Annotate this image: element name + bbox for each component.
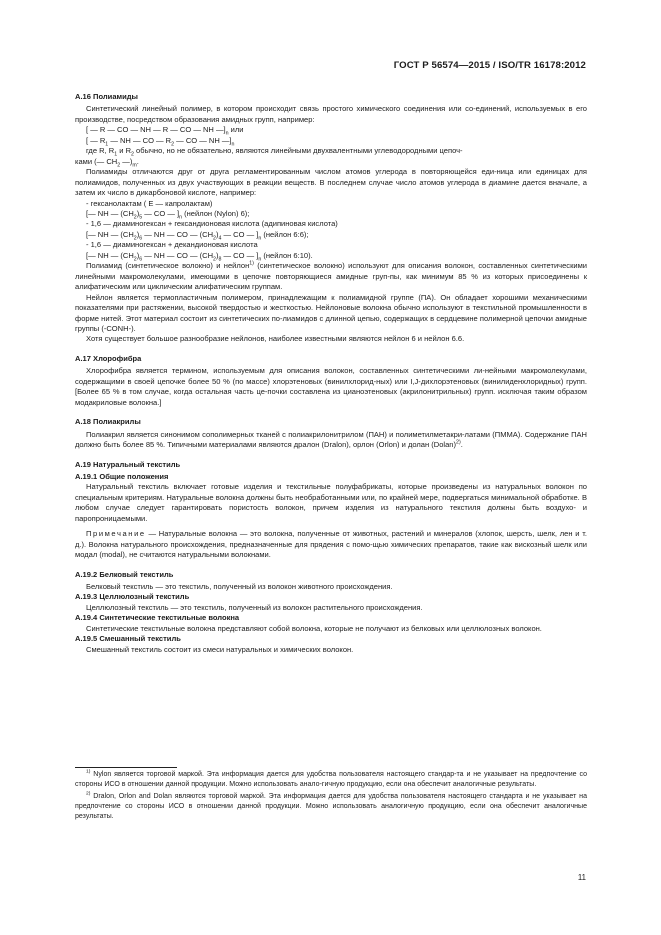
paragraph: Полиамид (синтетическое волокно) и нейлон$^{1)}$ (синтетическое волокно) используют для описания волокон, составленных синтетическими линейными макромолекулами, имеющими в цепочке повторяющиеся амидные груп-пы, как минимум 85 % из которых присоединены к алифатическим или циклическим алифатическим группам. <box>75 260 587 292</box>
paragraph: Натуральный текстиль включает готовые изделия и текстильные полуфабрикаты, которые произведены из натуральных волокон по специальным критериям. Натуральные волокна должны быть необработанными или, по крайней мере, подвергаться минимальной обработке. В любом случае следует гарантировать пористость волокон, причем изделия из натурального текстиля должны быть воздухо- и паропроницаемыми. <box>75 482 587 523</box>
section-heading-a17: А.17 Хлорофибра <box>75 353 142 363</box>
paragraph: Хотя существует большое разнообразие нейлонов, наиболее известными являются нейлон 6 и нейлон 6.6. <box>86 334 465 344</box>
paragraph: ками (— $CH_2$ $—)_m$. <box>75 156 139 169</box>
footnotes <box>75 770 587 825</box>
subsection-heading-a19-2: А.19.2 Белковый текстиль <box>75 569 174 579</box>
footnote: $^{1)}$ Nylon является торговой маркой. Эта информация дается для удобства пользователя настоящего стандар-та и не указывает на предпочтение со стороны ИСО в отношении данной продукции. Можно использовать анало-гичную продукцию, если она обеспечит аналогичные результаты. <box>75 769 587 788</box>
footnote-ref: 1) <box>249 260 254 267</box>
paragraph: Белковый текстиль — это текстиль, полученный из волокон животного происхождения. <box>86 582 393 592</box>
main-content <box>75 92 587 655</box>
paragraph: Хлорофибра является термином, используемым для описания волокон, составленных синтетическими ли-нейными макромолекулами, содержащими в своей цепочке более 50 % (по массе) хлорэтеновых (винилхлорид-ных) или I,J-дихлорэтеновых (винилиденхлоридных) групп. [Более 65 % в том случае, когда остальная часть це-почки составлена из цианоэтеновых (акрилонитрильных) групп. исключая таким образом модакриловые волокна.] <box>75 366 587 407</box>
paragraph: Нейлон является термопластичным полимером, принадлежащим к полиамидной группе (ПА). Он обладает хорошими механическими показателями при растяжении, высокой твердостью и жесткостью. Нейлоновые волокна обычно используют в текстильной промышленности в форме нитей. Этот материал состоит из синтетических по-лиамидов с длинной цепью, содержащих в сердцевине полимерной цепочки амидные группы (-CONH-). <box>75 292 587 333</box>
formula-line: [— NH — $(CH_2)_6$ — NH — CO — $(CH_2)_8$ — CO — ]$_n$ (нейлон 6:10). <box>86 250 313 263</box>
footnote-mark: 1) <box>86 769 91 775</box>
list-item: - гексанолактам ( E — капролактам) <box>86 198 213 208</box>
note-paragraph: Примечание — Натуральные волокна — это волокна, полученные от животных, растений и минералов (хлопок, шерсть, шелк, лен и т. д.). Волокна натурального происхождения, предназначенные для прядения с помо-щью химических препаратов, такие как вискозный шелк или модал (modal), не считаются натуральными волокнами. <box>75 529 587 560</box>
paragraph: Синтетические текстильные волокна представляют собой волокна, которые не получают из белковых или целлюлозных волокон. <box>86 623 542 633</box>
formula-line: [ — R — CO — NH — R — CO — NH $—]_n$ или <box>86 125 244 137</box>
footnote-mark: 2) <box>86 792 91 798</box>
list-item: - 1,6 — диаминогексан + гександионовая кислота (адипиновая кислота) <box>86 219 338 229</box>
document-header-title: ГОСТ Р 56574—2015 / ISO/TR 16178:2012 <box>393 60 586 71</box>
subsection-heading-a19-5: А.19.5 Смешанный текстиль <box>75 634 181 644</box>
formula-line: [— NH — $(CH_2)_6$ — NH — CO — $(CH_2)_4$ — CO — ]$_n$ (нейлон 6:6); <box>86 229 309 242</box>
paragraph: Синтетический линейный полимер, в котором происходит связь простого химического соединения или со-единений, используемых в его производстве, посредством образования амидных групп, например: <box>75 104 587 124</box>
formula-line: [— NH — $(CH_2)_5$ — CO — ]$_n$ (нейлон (Nylon) 6); <box>86 208 250 221</box>
section-heading-a16: А.16 Полиамиды <box>75 92 138 101</box>
section-heading-a18: А.18 Полиакрилы <box>75 417 141 427</box>
subsection-heading-a19-3: А.19.3 Целлюлозный текстиль <box>75 592 190 602</box>
subsection-heading-a19-1: А.19.1 Общие положения <box>75 471 169 481</box>
footnote-divider <box>75 767 177 768</box>
page-number: 11 <box>577 873 586 882</box>
footnote: $^{2)}$ Dralon, Orlon and Dolan являются торговой маркой. Эта информация дается для удобства пользователя настоящего стандарта и не указывает на предпочтение со стороны ИСО в отношении данной продукции. Можно использовать аналогичную продукцию, если она обеспечит аналогичные результаты. <box>75 792 587 820</box>
paragraph: Смешанный текстиль состоит из смеси натуральных и химических волокон. <box>86 644 354 654</box>
section-heading-a19: А.19 Натуральный текстиль <box>75 459 181 469</box>
list-item: - 1,6 — диаминогексан + декандионовая кислота <box>86 240 258 250</box>
paragraph: Полиамиды отличаются друг от друга регламентированным числом атомов углерода в повторяющейся еди-ница или единицах для полиамидов, полученных из двух участвующих в реакции веществ. В последнем случае число атомов углерода в диамине дается вначале, а затем их число в дикарбоновой кислоте, например: <box>75 167 587 198</box>
footnote-ref: 2) <box>456 439 461 446</box>
formula-line: [ — $R_1$ — NH — CO — $R_2$ — CO — NH $—]_n$ <box>86 135 235 148</box>
subsection-heading-a19-4: А.19.4 Синтетические текстильные волокна <box>75 613 240 623</box>
paragraph: Полиакрил является синонимом сополимерных тканей с полиакрилонитрилом (ПАН) и полиметилметакри-латами (ПММА). Содержание ПАН должно быть более 85 %. Типичными материалами являются дралон (Dralon), орлон (Orlon) и долан (Dolan)$^{2)}$. <box>75 429 587 450</box>
paragraph: где R, $R_1$ и $R_2$ обычно, но не обязательно, являются линейными двухвалентными углеводородными цепоч- <box>86 146 463 158</box>
paragraph: Целлюлозный текстиль — это текстиль, полученный из волокон растительного происхождения. <box>86 602 423 612</box>
note-label: Примечание <box>86 529 146 539</box>
